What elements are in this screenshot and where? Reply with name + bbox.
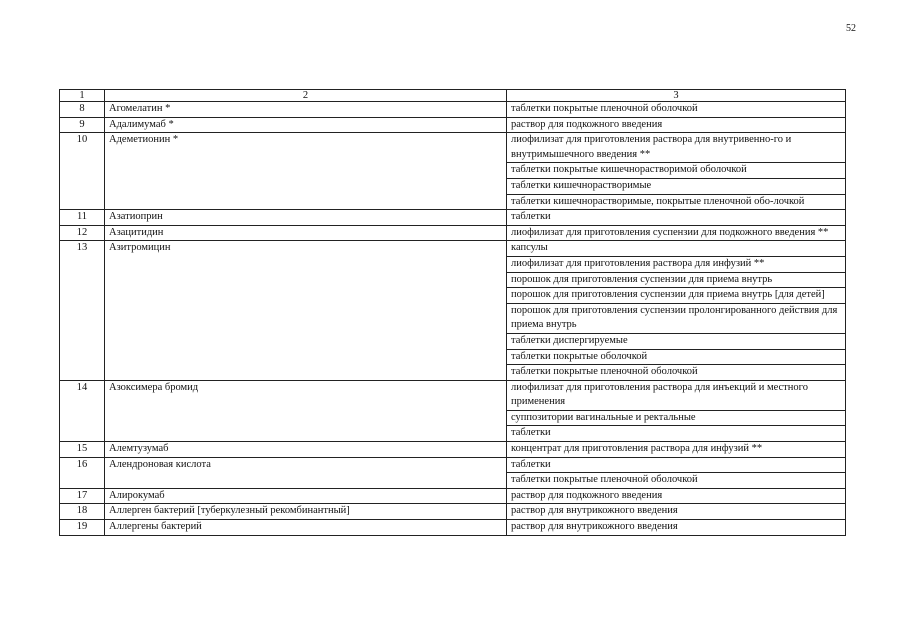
dosage-form: лиофилизат для приготовления раствора для внутривенно-го и внутримышечного введения ** <box>507 133 846 163</box>
table-row <box>60 488 846 504</box>
dosage-form: таблетки <box>507 457 846 473</box>
table-row <box>60 442 846 458</box>
row-number: 18 <box>60 504 105 520</box>
drug-name: Алирокумаб <box>105 488 507 504</box>
dosage-form: концентрат для приготовления раствора для инфузий ** <box>507 442 846 458</box>
dosage-form: таблетки покрытые пленочной оболочкой <box>507 473 846 489</box>
header-col-3: 3 <box>507 90 846 102</box>
table-row <box>60 225 846 241</box>
dosage-form: раствор для подкожного введения <box>507 488 846 504</box>
row-number: 14 <box>60 380 105 441</box>
table-row <box>60 117 846 133</box>
dosage-form: таблетки покрытые пленочной оболочкой <box>507 365 846 381</box>
row-number: 12 <box>60 225 105 241</box>
drug-name: Азатиоприн <box>105 210 507 226</box>
drug-name: Алемтузумаб <box>105 442 507 458</box>
drug-name: Азитромицин <box>105 241 507 380</box>
dosage-form: раствор для подкожного введения <box>507 117 846 133</box>
table-row <box>60 457 846 473</box>
table-row <box>60 102 846 118</box>
row-number: 11 <box>60 210 105 226</box>
table-header-row <box>60 90 846 102</box>
dosage-form: таблетки <box>507 426 846 442</box>
row-number: 13 <box>60 241 105 380</box>
row-number: 8 <box>60 102 105 118</box>
drug-name: Азоксимера бромид <box>105 380 507 441</box>
drug-name: Аллергены бактерий <box>105 520 507 536</box>
dosage-form: лиофилизат для приготовления суспензии для подкожного введения ** <box>507 225 846 241</box>
dosage-form: капсулы <box>507 241 846 257</box>
header-col-1: 1 <box>60 90 105 102</box>
dosage-form: порошок для приготовления суспензии пролонгированного действия для приема внутрь <box>507 303 846 333</box>
dosage-form: таблетки кишечнорастворимые, покрытые пленочной обо-лочкой <box>507 194 846 210</box>
drug-name: Адеметионин * <box>105 133 507 210</box>
dosage-form: таблетки покрытые оболочкой <box>507 349 846 365</box>
header-col-2: 2 <box>105 90 507 102</box>
drug-name: Аллерген бактерий [туберкулезный рекомбинантный] <box>105 504 507 520</box>
dosage-form: таблетки <box>507 210 846 226</box>
dosage-form: таблетки покрытые пленочной оболочкой <box>507 102 846 118</box>
table-row <box>60 504 846 520</box>
table-body <box>60 90 846 536</box>
drug-name: Адалимумаб * <box>105 117 507 133</box>
dosage-form: раствор для внутрикожного введения <box>507 520 846 536</box>
dosage-form: порошок для приготовления суспензии для приема внутрь [для детей] <box>507 288 846 304</box>
table-row <box>60 210 846 226</box>
dosage-form: лиофилизат для приготовления раствора для инъекций и местного применения <box>507 380 846 410</box>
row-number: 9 <box>60 117 105 133</box>
row-number: 16 <box>60 457 105 488</box>
dosage-form: лиофилизат для приготовления раствора для инфузий ** <box>507 256 846 272</box>
dosage-form: таблетки кишечнорастворимые <box>507 178 846 194</box>
dosage-form: раствор для внутрикожного введения <box>507 504 846 520</box>
table-row <box>60 380 846 410</box>
drug-name: Азацитидин <box>105 225 507 241</box>
row-number: 17 <box>60 488 105 504</box>
dosage-form: суппозитории вагинальные и ректальные <box>507 410 846 426</box>
table-row <box>60 133 846 163</box>
row-number: 19 <box>60 520 105 536</box>
table-row <box>60 520 846 536</box>
row-number: 10 <box>60 133 105 210</box>
row-number: 15 <box>60 442 105 458</box>
dosage-form: таблетки покрытые кишечнорастворимой оболочкой <box>507 163 846 179</box>
drug-name: Алендроновая кислота <box>105 457 507 488</box>
drug-name: Агомелатин * <box>105 102 507 118</box>
table-row <box>60 241 846 257</box>
dosage-form: порошок для приготовления суспензии для приема внутрь <box>507 272 846 288</box>
page-number: 52 <box>846 23 856 34</box>
drug-table <box>59 89 846 536</box>
dosage-form: таблетки диспергируемые <box>507 333 846 349</box>
